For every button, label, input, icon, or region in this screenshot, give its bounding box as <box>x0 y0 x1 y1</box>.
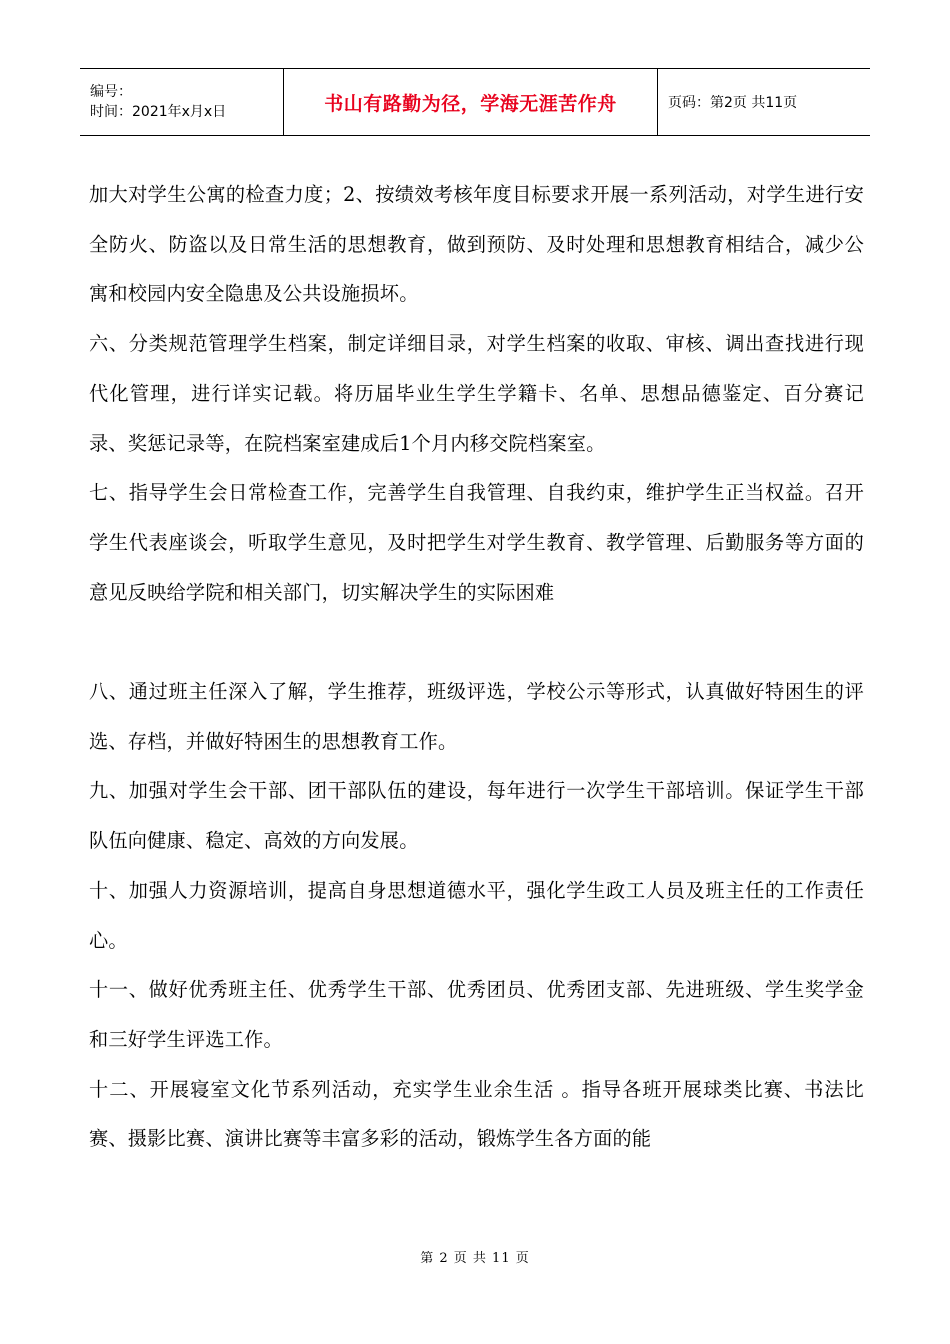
paragraph-3: 七、指导学生会日常检查工作，完善学生自我管理、自我约束，维护学生正当权益。召开学生代表座谈会，听取学生意见，及时把学生对学生教育、教学管理、后勤服务等方面的意见反映给学院和相关部门，切实解决学生的实际困难 <box>89 481 864 604</box>
date-text: 时间：2021年x月x日 <box>90 104 227 120</box>
paragraph-7: 十一、做好优秀班主任、优秀学生干部、优秀团员、优秀团支部、先进班级、学生奖学金和三好学生评选工作。 <box>89 978 864 1051</box>
header-meta <box>80 69 284 135</box>
paragraph-4: 八、通过班主任深入了解，学生推荐，班级评选，学校公示等形式，认真做好特困生的评选、存档，并做好特困生的思想教育工作。 <box>89 680 864 753</box>
document-header <box>80 68 870 136</box>
header-motto-cell <box>284 69 658 135</box>
paragraph-5: 九、加强对学生会干部、团干部队伍的建设，每年进行一次学生干部培训。保证学生干部队伍向健康、稳定、高效的方向发展。 <box>89 779 864 853</box>
blank-line <box>89 617 864 667</box>
paragraph-8: 十二、开展寝室文化节系列活动，充实学生业余生活 。指导各班开展球类比赛、书法比赛、摄影比赛、演讲比赛等丰富多彩的活动，锻炼学生各方面的能 <box>89 1077 864 1151</box>
page-footer: 第 2 页 共 11 页 <box>420 1251 530 1266</box>
header-motto: 书山有路勤为径，学海无涯苦作舟 <box>324 92 617 115</box>
serial-number-label: 编号： <box>90 84 132 100</box>
document-body <box>89 170 864 1164</box>
header-page-info-cell <box>658 69 870 135</box>
paragraph-2: 六、分类规范管理学生档案，制定详细目录，对学生档案的收取、审核、调出查找进行现代化管理，进行详实记载。将历届毕业生学生学籍卡、名单、思想品德鉴定、百分赛记录、奖惩记录等，在院档案室建成后1个月内移交院档案室。 <box>89 332 864 455</box>
paragraph-1: 加大对学生公寓的检查力度；2、按绩效考核年度目标要求开展一系列活动，对学生进行安全防火、防盗以及日常生活的思想教育，做到预防、及时处理和思想教育相结合，减少公寓和校园内安全隐患及公共设施损坏。 <box>89 183 864 306</box>
header-page-info: 页码：第2页 共11页 <box>668 95 798 111</box>
paragraph-6: 十、加强人力资源培训，提高自身思想道德水平，强化学生政工人员及班主任的工作责任心。 <box>89 878 864 952</box>
